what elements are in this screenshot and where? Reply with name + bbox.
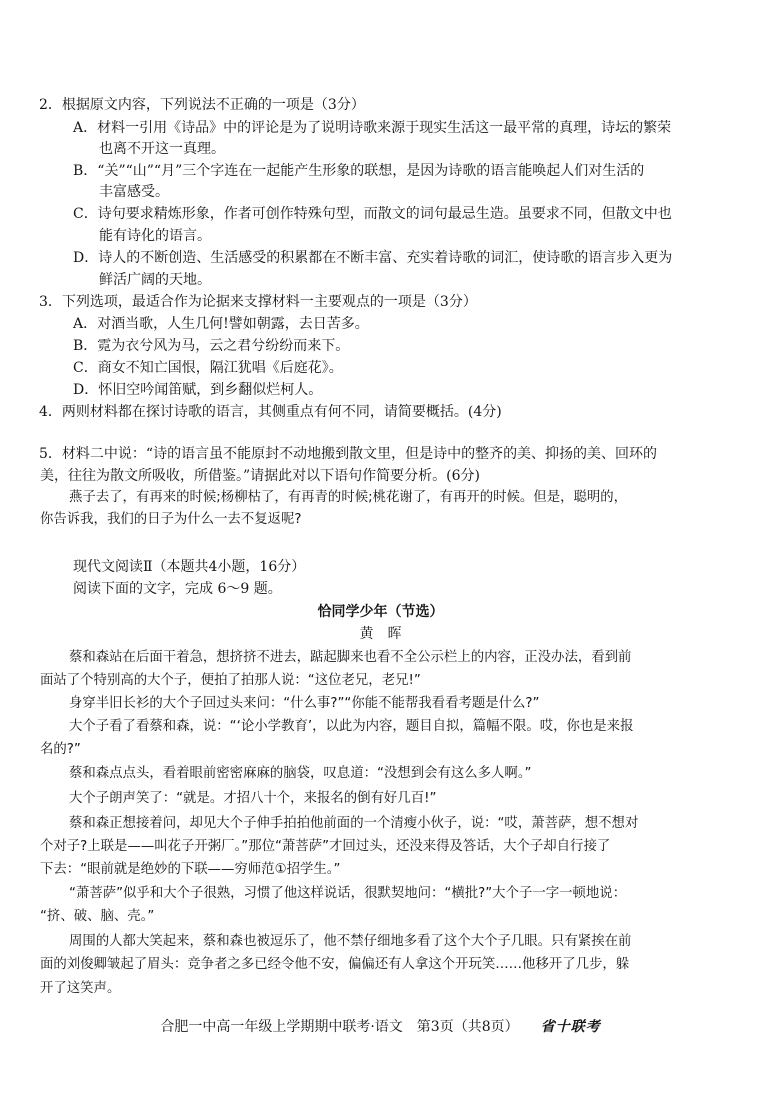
- story-p2-line1: 身穿半旧长衫的大个子回过头来问：“什么事?”“你能不能帮我看看考题是什么?”: [69, 696, 540, 711]
- q2-option-c-line2: 能有诗化的语言。: [99, 228, 211, 244]
- q2-option-b-line2: 丰富感受。: [99, 184, 169, 200]
- q5-quote-line2: 你告诉我，我们的日子为什么一去不复返呢?: [40, 512, 302, 527]
- q3-option-c: C．商女不知亡国恨，隔江犹唱《后庭花》。: [73, 360, 343, 376]
- story-p8-line2: 面的刘俊卿皱起了眉头：竞争者之多已经令他不安，偏偏还有人拿这个开玩笑……他移开了几步，躲: [40, 957, 630, 972]
- page-footer: [0, 1017, 761, 1037]
- q2-option-a-line1: A．材料一引用《诗品》中的评论是为了说明诗歌来源于现实生活这一最平常的真理，诗坛的繁荣: [73, 120, 672, 136]
- q2-option-d-line1: D．诗人的不断创造、生活感受的积累都在不断丰富、充实着诗歌的词汇，使诗歌的语言步入更为: [73, 250, 673, 266]
- q3-option-a: A．对酒当歌，人生几何!譬如朝露，去日苦多。: [73, 316, 369, 332]
- passage-author: 黄 晖: [359, 626, 402, 642]
- q5-stem-line2: 美，往往为散文所吸收，所借鉴。”请据此对以下语句作简要分析。(6分): [40, 468, 480, 484]
- q3-stem: 3．下列选项，最适合作为论据来支撑材料一主要观点的一项是（3分）: [39, 294, 477, 310]
- section-instruction: 阅读下面的文字，完成 6～9 题。: [73, 581, 282, 597]
- story-p7-line1: “萧菩萨”似乎和大个子很熟，习惯了他这样说话，很默契地问：“横批?”大个子一字一顿地说：: [69, 886, 627, 901]
- q2-stem: 2．根据原文内容，下列说法不正确的一项是（3分）: [39, 97, 365, 113]
- q2-option-c-line1: C．诗句要求精炼形象，作者可创作特殊句型，而散文的词句最忌生造。虽要求不同，但散文中也: [73, 206, 672, 222]
- footer-text: 合肥一中高一年级上学期期中联考·语文 第3页（共8页）: [160, 1019, 519, 1035]
- story-p8-line1: 周围的人都大笑起来，蔡和森也被逗乐了，他不禁仔细地多看了这个大个子几眼。只有紧挨在前: [69, 934, 632, 949]
- story-p3-line2: 名的?”: [40, 742, 81, 757]
- story-p1-line1: 蔡和森站在后面干着急，想挤挤不进去，踮起脚来也看不全公示栏上的内容，正没办法，看到前: [69, 650, 632, 665]
- q3-option-b: B．霓为衣兮风为马，云之君兮纷纷而来下。: [73, 338, 350, 354]
- story-p1-line2: 面站了个特别高的大个子，便拍了拍那人说：“这位老兄，老兄!”: [40, 673, 421, 688]
- q5-quote-line1: 燕子去了，有再来的时候;杨柳枯了，有再青的时候;桃花谢了，有再开的时候。但是，聪明的，: [69, 490, 628, 505]
- section-heading: 现代文阅读Ⅱ（本题共4小题，16分）: [73, 559, 306, 575]
- story-p6-line2: 个对子?上联是——叫花子开粥厂。”那位“萧菩萨”才回过头，还没来得及答话，大个子却自行接了: [40, 839, 611, 854]
- story-p8-line3: 开了这笑声。: [40, 981, 121, 996]
- passage-title: 恰同学少年（节选）: [317, 604, 444, 620]
- q5-stem-line1: 5．材料二中说：“诗的语言虽不能原封不动地搬到散文里，但是诗中的整齐的美、抑扬的美、回环的: [39, 446, 658, 462]
- story-p6-line1: 蔡和森正想接着问，却见大个子伸手拍拍他前面的一个清瘦小伙子，说：“哎，萧菩萨，想不想对: [69, 816, 639, 831]
- story-p4-line1: 蔡和森点点头，看着眼前密密麻麻的脑袋，叹息道：“没想到会有这么多人啊。”: [69, 766, 532, 781]
- story-p7-line2: “挤、破、脑、壳。”: [40, 909, 155, 924]
- footer-brand: 省十联考: [540, 1019, 601, 1035]
- q4-stem: 4．两则材料都在探讨诗歌的语言，其侧重点有何不同，请简要概括。(4分): [39, 404, 502, 420]
- q2-option-d-line2: 鲜活广阔的天地。: [99, 272, 211, 288]
- q2-option-a-line2: 也离不开这一真理。: [99, 141, 225, 157]
- story-p6-line3: 下去：“眼前就是绝妙的下联——穷师范①招学生。”: [40, 862, 341, 877]
- q3-option-d: D．怀旧空吟闻笛赋，到乡翻似烂柯人。: [73, 382, 323, 398]
- q2-option-b-line1: B．“关”“山”“月”三个字连在一起能产生形象的联想，是因为诗歌的语言能唤起人们对生活的: [73, 163, 645, 179]
- story-p3-line1: 大个子看了看蔡和森，说：“‘论小学教育’，以此为内容，题目自拟，篇幅不限。哎，你也是来报: [69, 719, 634, 734]
- story-p5-line1: 大个子朗声笑了：“就是。才招八十个，来报名的倒有好几百!”: [69, 791, 437, 806]
